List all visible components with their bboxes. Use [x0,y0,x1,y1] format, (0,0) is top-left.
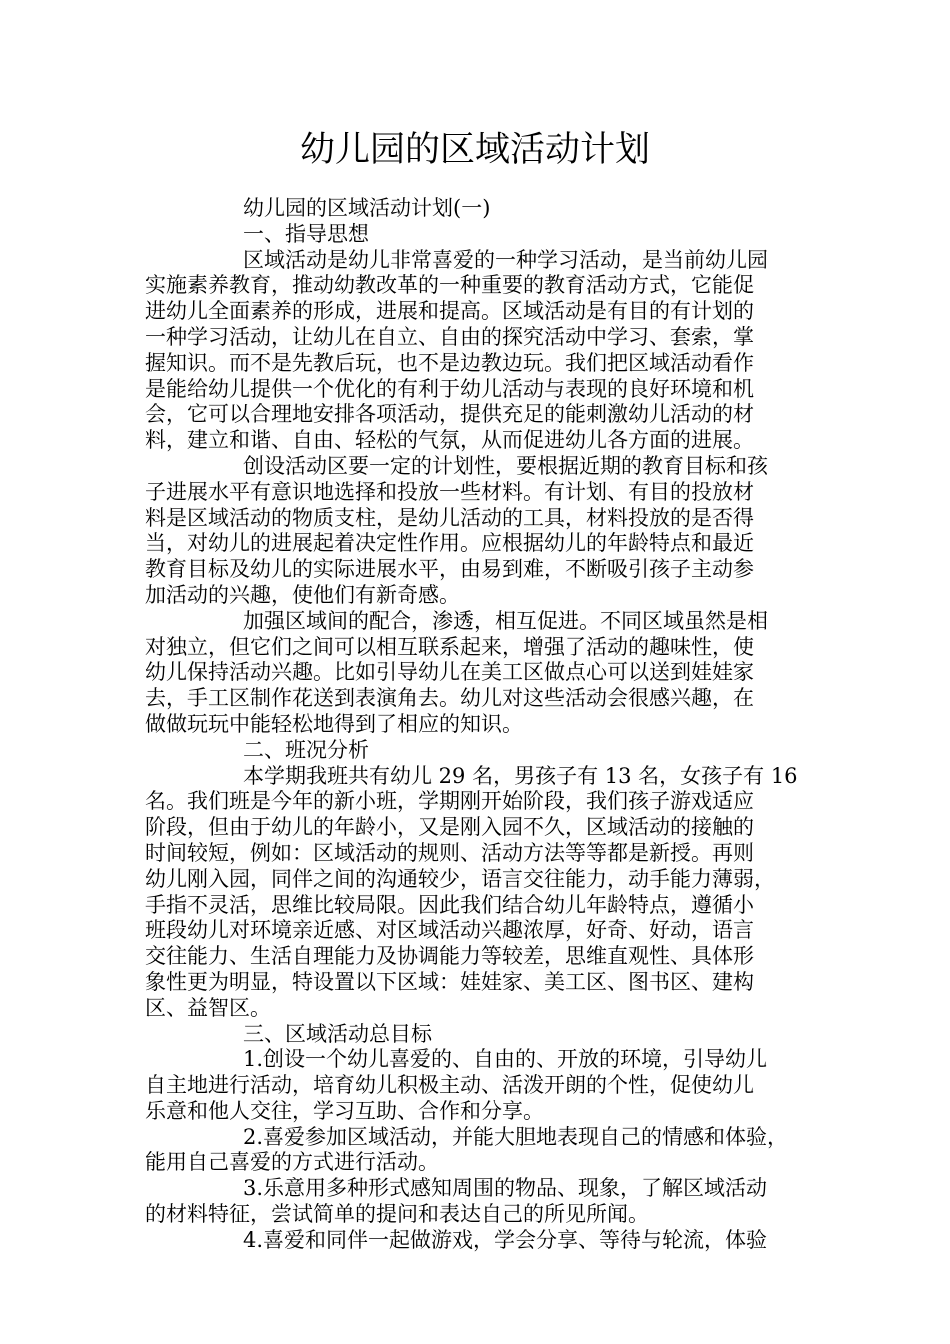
text-line: 是能给幼儿提供一个优化的有利于幼儿活动与表现的良好环境和机 [145,376,754,401]
text-line: 加活动的兴趣，使他们有新奇感。 [145,582,460,607]
text-line: 1.创设一个幼儿喜爱的、自由的、开放的环境，引导幼儿 [243,1047,768,1072]
text-line: 一、指导思想 [243,221,369,246]
text-line: 料是区域活动的物质支柱，是幼儿活动的工具，材料投放的是否得 [145,505,754,530]
text-line: 区域活动是幼儿非常喜爱的一种学习活动，是当前幼儿园 [243,247,768,272]
text-line: 握知识。而不是先教后玩，也不是边教边玩。我们把区域活动看作 [145,350,754,375]
text-line: 象性更为明显，特设置以下区域：娃娃家、美工区、图书区、建构 [145,969,754,994]
text-line: 幼儿园的区域活动计划(一) [243,196,491,220]
text-line: 本学期我班共有幼儿 29 名，男孩子有 13 名，女孩子有 16 [243,763,798,788]
text-line: 会，它可以合理地安排各项活动，提供充足的能刺激幼儿活动的材 [145,402,754,427]
document-title: 幼儿园的区域活动计划 [299,130,650,170]
text-line: 一种学习活动，让幼儿在自立、自由的探究活动中学习、套索，掌 [145,324,754,349]
text-line: 加强区域间的配合，渗透，相互促进。不同区域虽然是相 [243,608,768,633]
text-line: 的材料特征，尝试简单的提问和表达自己的所见所闻。 [145,1202,649,1227]
text-line: 手指不灵活，思维比较局限。因此我们结合幼儿年龄特点，遵循小 [145,892,754,917]
text-line: 料，建立和谐、自由、轻松的气氛，从而促进幼儿各方面的进展。 [145,428,754,453]
text-line: 教育目标及幼儿的实际进展水平，由易到难，不断吸引孩子主动参 [145,557,754,582]
text-line: 2.喜爱参加区域活动，并能大胆地表现自己的情感和体验， [243,1124,789,1149]
text-line: 区、益智区。 [145,995,271,1020]
text-line: 自主地进行活动，培育幼儿积极主动、活泼开朗的个性，促使幼儿 [145,1073,754,1098]
text-line: 时间较短，例如：区域活动的规则、活动方法等等都是新授。再则 [145,840,754,865]
text-line: 乐意和他人交往，学习互助、合作和分享。 [145,1098,544,1123]
text-line: 进幼儿全面素养的形成，进展和提高。区域活动是有目的有计划的 [145,299,754,324]
text-line: 二、班况分析 [243,737,369,762]
text-line: 4.喜爱和同伴一起做游戏，学会分享、等待与轮流，体验 [243,1227,768,1252]
text-line: 创设活动区要一定的计划性，要根据近期的教育目标和孩 [243,453,768,478]
text-line: 子进展水平有意识地选择和投放一些材料。有计划、有目的投放材 [145,479,754,504]
text-line: 幼儿刚入园，同伴之间的沟通较少，语言交往能力，动手能力薄弱， [145,866,775,891]
text-line: 3.乐意用多种形式感知周围的物品、现象，了解区域活动 [243,1176,768,1201]
text-line: 阶段，但由于幼儿的年龄小，又是刚入园不久，区域活动的接触的 [145,815,754,840]
text-line: 班段幼儿对环境亲近感、对区域活动兴趣浓厚，好奇、好动，语言 [145,918,754,943]
text-line: 实施素养教育，推动幼教改革的一种重要的教育活动方式，它能促 [145,273,754,298]
text-line: 对独立，但它们之间可以相互联系起来，增强了活动的趣味性，使 [145,634,754,659]
text-line: 三、区域活动总目标 [243,1021,432,1046]
text-line: 能用自己喜爱的方式进行活动。 [145,1150,439,1175]
text-line: 当，对幼儿的进展起着决定性作用。应根据幼儿的年龄特点和最近 [145,531,754,556]
text-line: 去，手工区制作花送到表演角去。幼儿对这些活动会很感兴趣，在 [145,686,754,711]
text-line: 交往能力、生活自理能力及协调能力等较差，思维直观性、具体形 [145,944,754,969]
text-line: 名。我们班是今年的新小班，学期刚开始阶段，我们孩子游戏适应 [145,789,754,814]
text-line: 幼儿保持活动兴趣。比如引导幼儿在美工区做点心可以送到娃娃家 [145,660,754,685]
document-body [145,196,813,1254]
text-line: 做做玩玩中能轻松地得到了相应的知识。 [145,711,523,736]
